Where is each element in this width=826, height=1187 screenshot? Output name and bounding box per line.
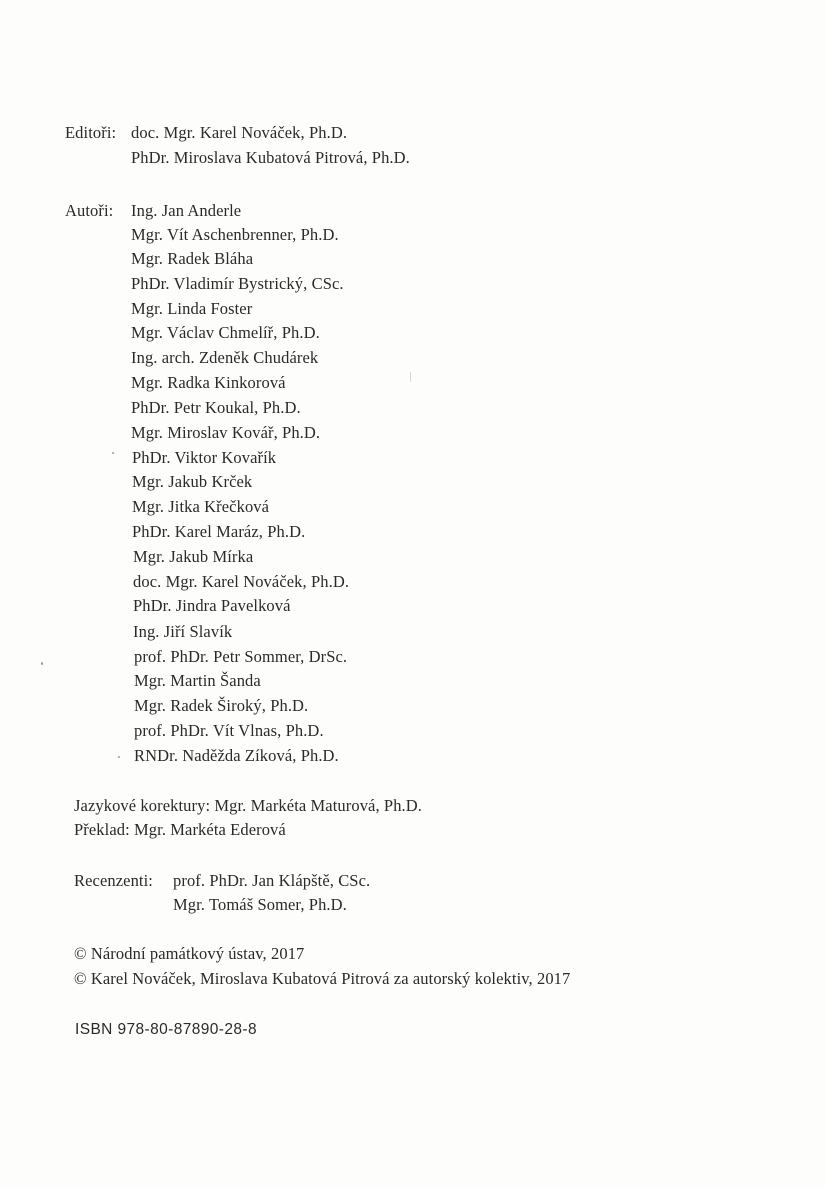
author-name: Mgr. Radek Široký, Ph.D. [134,696,309,715]
scan-speck [410,372,411,382]
author-name: PhDr. Jindra Pavelková [133,596,291,615]
author-name: Mgr. Miroslav Kovář, Ph.D. [131,423,321,442]
author-name: Mgr. Jakub Krček [132,472,253,491]
author-name: doc. Mgr. Karel Nováček, Ph.D. [133,572,350,591]
author-name: PhDr. Vladimír Bystrický, CSc. [131,274,344,293]
author-name: prof. PhDr. Petr Sommer, DrSc. [134,647,348,666]
scan-speck [118,756,120,758]
scan-speck [41,662,43,665]
editors-label: Editoři: [65,123,117,142]
reviewers-label: Recenzenti: [74,871,153,890]
author-name: RNDr. Naděžda Zíková, Ph.D. [134,746,339,765]
author-name: PhDr. Petr Koukal, Ph.D. [131,398,301,417]
authors-label: Autoři: [65,201,114,220]
copyright-line: © Karel Nováček, Miroslava Kubatová Pitrová za autorský kolektiv, 2017 [74,969,571,988]
author-name: PhDr. Karel Maráz, Ph.D. [132,522,306,541]
reviewer-name: prof. PhDr. Jan Klápště, CSc. [173,871,371,890]
author-name: prof. PhDr. Vít Vlnas, Ph.D. [134,721,324,740]
author-name: Mgr. Martin Šanda [134,671,261,690]
editor-name: doc. Mgr. Karel Nováček, Ph.D. [131,123,348,142]
author-name: Ing. Jiří Slavík [133,622,233,641]
author-name: Ing. Jan Anderle [131,201,242,220]
author-name: PhDr. Viktor Kovařík [132,448,277,467]
author-name: Mgr. Jakub Mírka [133,547,254,566]
reviewer-name: Mgr. Tomáš Somer, Ph.D. [173,895,347,914]
author-name: Mgr. Radka Kinkorová [131,373,286,392]
author-name: Mgr. Václav Chmelíř, Ph.D. [131,323,320,342]
author-name: Mgr. Linda Foster [131,299,253,318]
isbn: ISBN 978-80-87890-28-8 [75,1021,257,1038]
translation-credit: Překlad: Mgr. Markéta Ederová [74,820,286,839]
author-name: Ing. arch. Zdeněk Chudárek [131,348,319,367]
copyright-line: © Národní památkový ústav, 2017 [74,944,305,963]
proofreading-credit: Jazykové korektury: Mgr. Markéta Maturová, Ph.D. [74,796,423,815]
author-name: Mgr. Radek Bláha [131,249,254,268]
editor-name: PhDr. Miroslava Kubatová Pitrová, Ph.D. [131,148,410,167]
author-name: Mgr. Jitka Křečková [132,497,270,516]
author-name: Mgr. Vít Aschenbrenner, Ph.D. [131,225,339,244]
scan-speck [112,452,114,454]
